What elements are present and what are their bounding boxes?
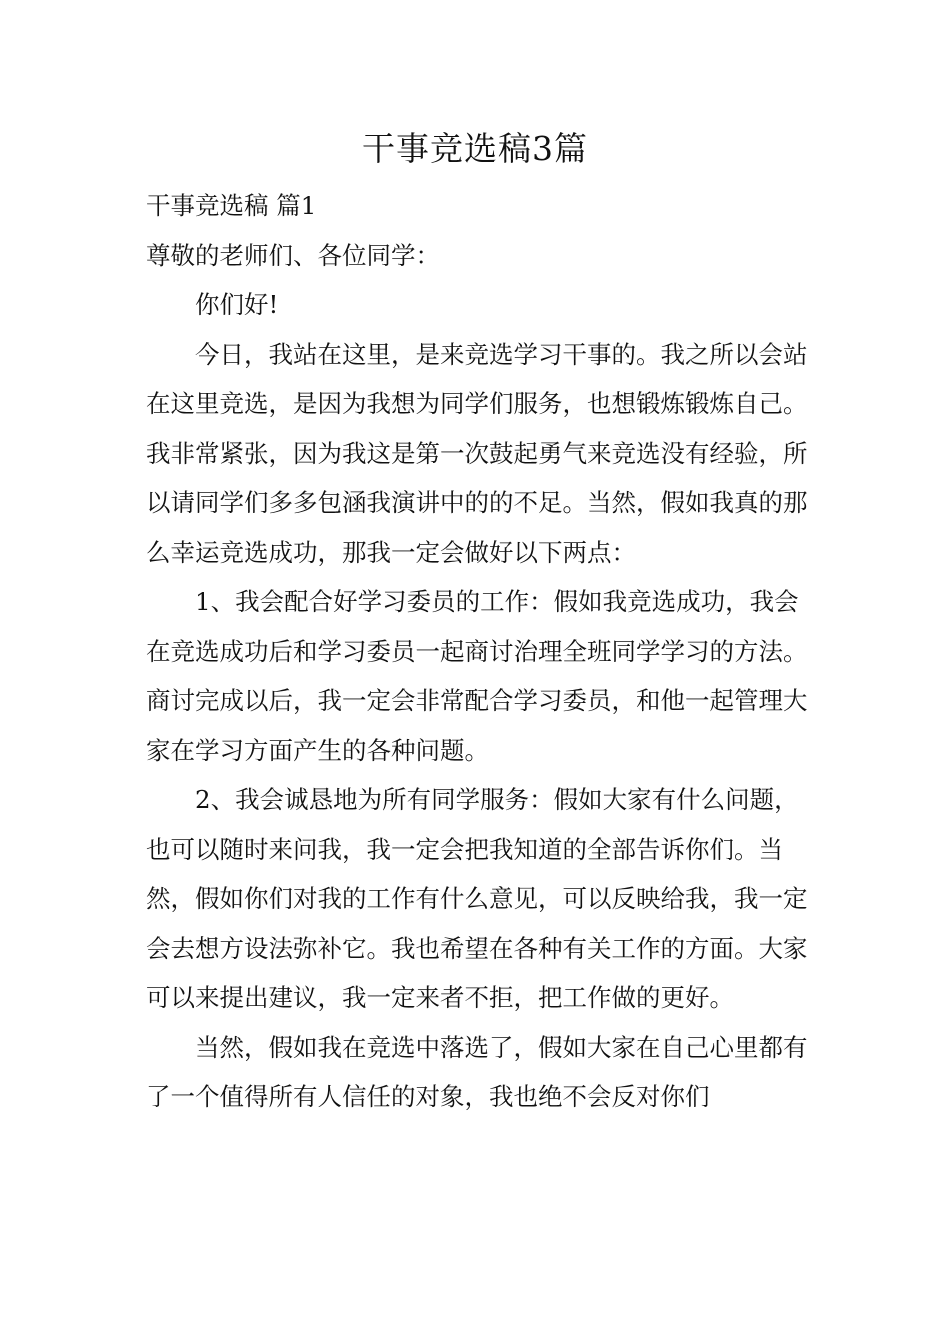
section-heading: 干事竞选稿 篇1 (146, 191, 317, 220)
document-title: 干事竞选稿3篇 (362, 129, 588, 168)
paragraph-point-1: 1、我会配合好学习委员的工作：假如我竞选成功，我会在竞选成功后和学习委员一起商讨治理全班同学学习的方法。商讨完成以后，我一定会非常配合学习委员，和他一起管理大家在学习方面产生的各种问题。 (146, 587, 808, 765)
paragraph-point-2: 2、我会诚恳地为所有同学服务：假如大家有什么问题，也可以随时来问我，我一定会把我知道的全部告诉你们。当然，假如你们对我的工作有什么意见，可以反映给我，我一定会去想方设法弥补它。我也希望在各种有关工作的方面。大家可以来提出建议，我一定来者不拒，把工作做的更好。 (146, 785, 808, 1012)
greeting: 你们好! (195, 290, 279, 319)
paragraph-closing: 当然，假如我在竞选中落选了，假如大家在自己心里都有了一个值得所有人信任的对象，我也绝不会反对你们 (146, 1032, 808, 1111)
salutation: 尊敬的老师们、各位同学： (146, 240, 440, 270)
paragraph-intro: 今日，我站在这里，是来竞选学习干事的。我之所以会站在这里竞选，是因为我想为同学们服务，也想锻炼锻炼自己。我非常紧张，因为我这是第一次鼓起勇气来竞选没有经验，所以请同学们多多包涵我演讲中的的不足。当然，假如我真的那么幸运竞选成功，那我一定会做好以下两点： (146, 339, 808, 567)
document-body (146, 181, 814, 1122)
